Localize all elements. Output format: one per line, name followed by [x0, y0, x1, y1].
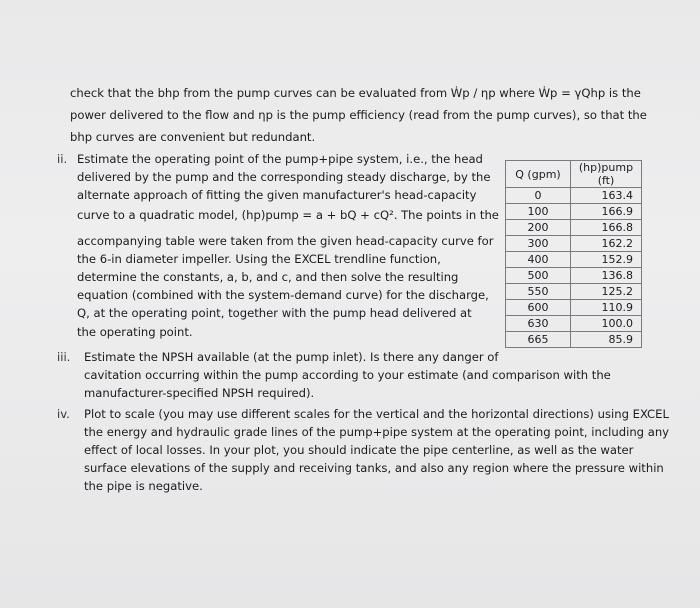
table-row	[506, 188, 642, 204]
item-iii-line-2: cavitation occurring within the pump according to your estimate (and comparison with the	[84, 368, 611, 382]
cell-pump-head: 100.0	[571, 316, 642, 332]
item-ii-line-6: the 6-in diameter impeller. Using the EXCEL trendline function,	[77, 252, 441, 266]
table-row	[506, 316, 642, 332]
item-iv-line-2: the energy and hydraulic grade lines of the pump+pipe system at the operating point, including any	[84, 425, 670, 439]
item-ii-line-3: alternate approach of fitting the given manufacturer's head-capacity	[77, 188, 477, 202]
cell-pump-head: 110.9	[571, 300, 642, 316]
item-ii-line-10: the operating point.	[77, 325, 193, 339]
table-row	[506, 332, 642, 348]
item-iv-line-4: surface elevations of the supply and receiving tanks, and also any region where the pressure within	[84, 461, 664, 475]
cell-pump-head: 152.9	[571, 252, 642, 268]
item-ii-marker: ii.	[57, 152, 68, 166]
intro-line-3: bhp curves are convenient but redundant.	[70, 130, 316, 144]
item-iii-line-1: Estimate the NPSH available (at the pump inlet). Is there any danger of	[84, 350, 499, 364]
item-ii-line-7: determine the constants, a, b, and c, and then solve the resulting	[77, 270, 459, 284]
cell-discharge: 100	[506, 204, 571, 220]
cell-discharge: 400	[506, 252, 571, 268]
item-ii-line-1: Estimate the operating point of the pump+pipe system, i.e., the head	[77, 152, 483, 166]
table-row	[506, 268, 642, 284]
cell-discharge: 665	[506, 332, 571, 348]
cell-pump-head: 166.8	[571, 220, 642, 236]
item-iii-line-3: manufacturer-specified NPSH required).	[84, 386, 315, 400]
cell-discharge: 0	[506, 188, 571, 204]
header-pump-head: (hp)pump (ft)	[571, 161, 642, 188]
table-row	[506, 300, 642, 316]
head-capacity-table	[505, 160, 642, 348]
cell-discharge: 200	[506, 220, 571, 236]
cell-pump-head: 163.4	[571, 188, 642, 204]
intro-line-1: check that the bhp from the pump curves can be evaluated from Ẇp / ηp where Ẇp = γQhp is the	[70, 86, 641, 100]
table-row	[506, 284, 642, 300]
item-iii-marker: iii.	[57, 350, 71, 364]
item-ii-line-9: Q, at the operating point, together with the pump head delivered at	[77, 306, 472, 320]
cell-pump-head: 162.2	[571, 236, 642, 252]
cell-pump-head: 85.9	[571, 332, 642, 348]
cell-pump-head: 136.8	[571, 268, 642, 284]
table-row	[506, 220, 642, 236]
item-ii-line-8: equation (combined with the system-demand curve) for the discharge,	[77, 288, 489, 302]
item-iv-line-3: effect of local losses. In your plot, you should indicate the pipe centerline, as well as the water	[84, 443, 634, 457]
cell-discharge: 550	[506, 284, 571, 300]
table-row	[506, 252, 642, 268]
item-iv-line-5: the pipe is negative.	[84, 479, 203, 493]
table-row	[506, 204, 642, 220]
item-ii-line-4: curve to a quadratic model, (hp)pump = a + bQ + cQ². The points in the	[77, 208, 499, 222]
item-ii-line-2: delivered by the pump and the corresponding steady discharge, by the	[77, 170, 491, 184]
cell-discharge: 630	[506, 316, 571, 332]
item-iv-marker: iv.	[57, 407, 70, 421]
cell-pump-head: 125.2	[571, 284, 642, 300]
table-row	[506, 236, 642, 252]
item-ii-line-5: accompanying table were taken from the given head-capacity curve for	[77, 234, 494, 248]
header-discharge: Q (gpm)	[506, 161, 571, 188]
cell-discharge: 600	[506, 300, 571, 316]
cell-pump-head: 166.9	[571, 204, 642, 220]
cell-discharge: 300	[506, 236, 571, 252]
table-header-row	[506, 161, 642, 188]
item-iv-line-1: Plot to scale (you may use different scales for the vertical and the horizontal directions) using EXCEL	[84, 407, 669, 421]
intro-line-2: power delivered to the flow and ηp is the pump efficiency (read from the pump curves), so that the	[70, 108, 647, 122]
cell-discharge: 500	[506, 268, 571, 284]
